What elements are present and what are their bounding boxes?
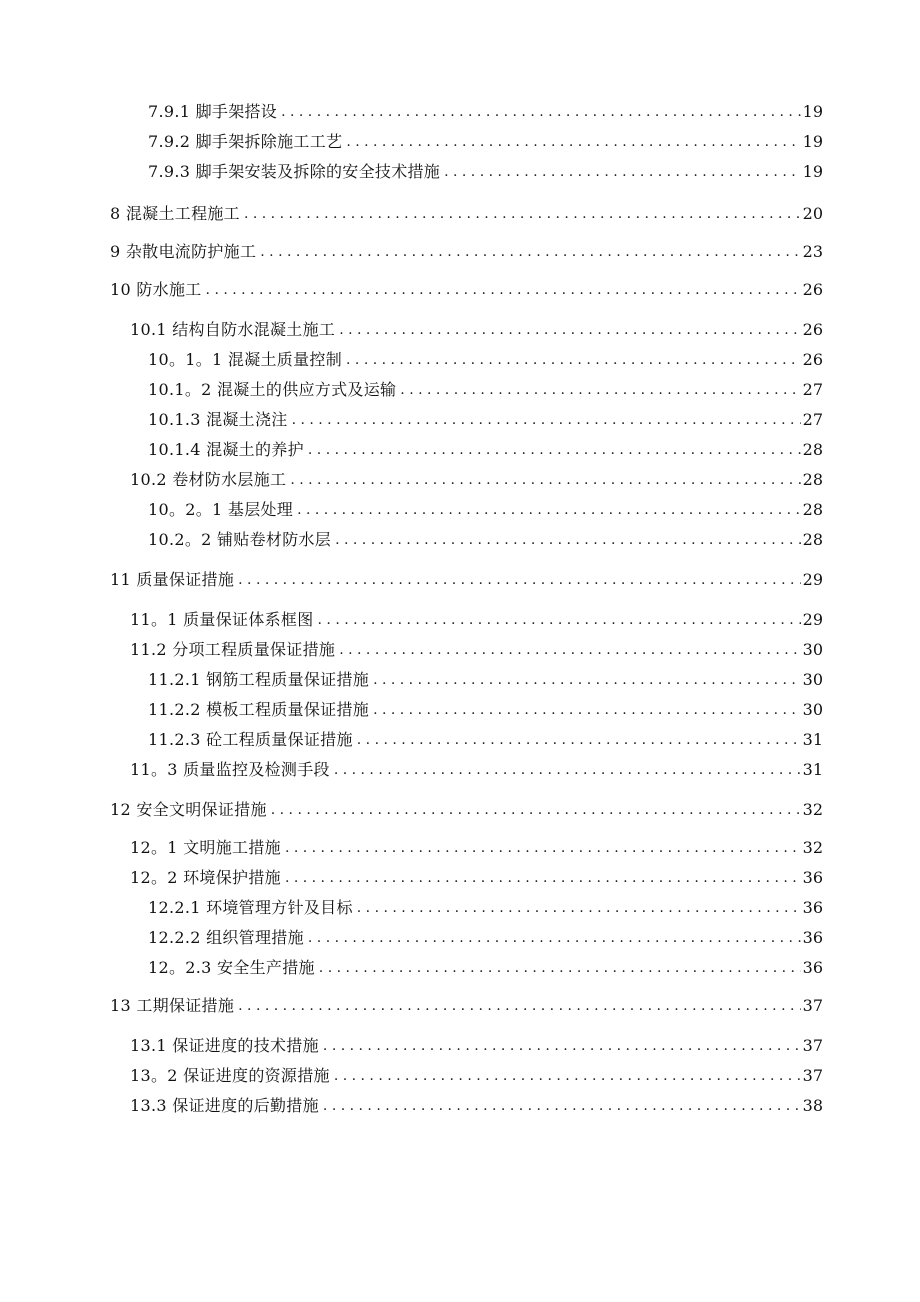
toc-entry[interactable] [148, 724, 823, 750]
toc-entry-label: 11.2.2 模板工程质量保证措施 [148, 700, 370, 719]
toc-dot-leader [373, 700, 801, 720]
toc-entry-page-number: 26 [802, 320, 823, 339]
toc-dot-leader [308, 440, 801, 460]
toc-entry-label: 12 安全文明保证措施 [110, 800, 267, 819]
toc-entry-page-number: 26 [802, 280, 823, 299]
toc-entry-label: 11.2.1 钢筋工程质量保证措施 [148, 670, 370, 689]
toc-entry[interactable] [130, 832, 823, 858]
toc-entry-label: 11.2.3 砼工程质量保证措施 [148, 730, 353, 749]
toc-entry-page-number: 36 [802, 928, 823, 947]
toc-entry-label: 7.9.3 脚手架安装及拆除的安全技术措施 [148, 162, 441, 181]
toc-entry[interactable] [148, 434, 823, 460]
toc-dot-leader [206, 280, 801, 300]
toc-dot-leader [285, 838, 801, 858]
toc-entry-page-number: 29 [802, 610, 823, 629]
toc-entry-page-number: 32 [802, 800, 823, 819]
toc-dot-leader [400, 380, 800, 400]
toc-dot-leader [346, 132, 800, 152]
toc-dot-leader [319, 958, 801, 978]
toc-entry[interactable] [110, 198, 823, 224]
toc-entry[interactable] [148, 344, 823, 370]
toc-entry[interactable] [148, 892, 823, 918]
toc-entry[interactable] [130, 604, 823, 630]
toc-entry[interactable] [110, 564, 823, 590]
toc-dot-leader [238, 996, 800, 1016]
toc-entry-label: 10.1 结构自防水混凝土施工 [130, 320, 336, 339]
toc-dot-leader [339, 320, 800, 340]
toc-entry-label: 10。2。1 基层处理 [148, 500, 294, 519]
toc-entry-page-number: 37 [802, 996, 823, 1015]
toc-dot-leader [357, 730, 801, 750]
toc-entry-label: 10.2 卷材防水层施工 [130, 470, 287, 489]
toc-dot-leader [308, 928, 801, 948]
toc-entry[interactable] [130, 314, 823, 340]
toc-entry-label: 12。2.3 安全生产措施 [148, 958, 315, 977]
toc-dot-leader [244, 204, 801, 224]
toc-entry[interactable] [110, 236, 823, 262]
toc-entry[interactable] [148, 96, 823, 122]
toc-entry-label: 11.2 分项工程质量保证措施 [130, 640, 336, 659]
toc-entry-label: 12。2 环境保护措施 [130, 868, 281, 887]
toc-entry-label: 7.9.1 脚手架搭设 [148, 102, 278, 121]
toc-entry-page-number: 19 [802, 162, 823, 181]
toc-entry-page-number: 30 [802, 670, 823, 689]
toc-entry-label: 13 工期保证措施 [110, 996, 235, 1015]
toc-dot-leader [373, 670, 801, 690]
toc-dot-leader [290, 470, 800, 490]
toc-dot-leader [323, 1096, 801, 1116]
toc-entry-label: 13.1 保证进度的技术措施 [130, 1036, 319, 1055]
toc-entry-page-number: 28 [802, 470, 823, 489]
toc-dot-leader [444, 162, 801, 182]
toc-entry-page-number: 30 [802, 640, 823, 659]
toc-entry-page-number: 19 [802, 102, 823, 121]
toc-entry-page-number: 31 [802, 730, 823, 749]
toc-entry[interactable] [148, 126, 823, 152]
toc-entry[interactable] [130, 1030, 823, 1056]
toc-entry[interactable] [148, 664, 823, 690]
toc-entry-label: 11 质量保证措施 [110, 570, 235, 589]
toc-entry[interactable] [110, 990, 823, 1016]
toc-dot-leader [323, 1036, 801, 1056]
toc-entry[interactable] [148, 524, 823, 550]
toc-entry-page-number: 32 [802, 838, 823, 857]
toc-entry-page-number: 37 [802, 1066, 823, 1085]
toc-dot-leader [357, 898, 801, 918]
toc-entry[interactable] [130, 464, 823, 490]
toc-entry[interactable] [148, 494, 823, 520]
toc-entry-page-number: 31 [802, 760, 823, 779]
toc-entry-page-number: 19 [802, 132, 823, 151]
toc-entry-label: 10。1。1 混凝土质量控制 [148, 350, 343, 369]
toc-entry-page-number: 26 [802, 350, 823, 369]
toc-dot-leader [285, 868, 801, 888]
toc-entry-page-number: 28 [802, 530, 823, 549]
toc-entry-label: 12.2.1 环境管理方针及目标 [148, 898, 353, 917]
toc-entry-page-number: 30 [802, 700, 823, 719]
toc-entry-page-number: 36 [802, 868, 823, 887]
toc-dot-leader [281, 102, 801, 122]
toc-entry[interactable] [130, 862, 823, 888]
toc-entry-page-number: 37 [802, 1036, 823, 1055]
toc-entry-label: 9 杂散电流防护施工 [110, 242, 257, 261]
toc-entry-page-number: 36 [802, 958, 823, 977]
toc-dot-leader [335, 530, 801, 550]
toc-entry[interactable] [130, 1060, 823, 1086]
toc-dot-leader [318, 610, 801, 630]
toc-entry[interactable] [148, 694, 823, 720]
toc-entry-page-number: 28 [802, 500, 823, 519]
toc-dot-leader [297, 500, 801, 520]
toc-entry[interactable] [148, 404, 823, 430]
toc-entry-label: 7.9.2 脚手架拆除施工工艺 [148, 132, 343, 151]
toc-entry-label: 10.1.3 混凝土浇注 [148, 410, 288, 429]
toc-entry-page-number: 27 [802, 410, 823, 429]
toc-dot-leader [334, 760, 801, 780]
toc-entry-label: 12。1 文明施工措施 [130, 838, 281, 857]
toc-dot-leader [238, 570, 800, 590]
toc-entry-label: 10.1。2 混凝土的供应方式及运输 [148, 380, 397, 399]
toc-entry-label: 10.1.4 混凝土的养护 [148, 440, 304, 459]
toc-entry-label: 11。1 质量保证体系框图 [130, 610, 314, 629]
toc-entry-label: 13。2 保证进度的资源措施 [130, 1066, 330, 1085]
toc-entry-page-number: 27 [802, 380, 823, 399]
toc-entry[interactable] [148, 922, 823, 948]
toc-entry-page-number: 36 [802, 898, 823, 917]
toc-entry[interactable] [130, 634, 823, 660]
toc-entry-page-number: 23 [802, 242, 823, 261]
toc-dot-leader [334, 1066, 801, 1086]
toc-entry[interactable] [148, 156, 823, 182]
toc-entry-page-number: 29 [802, 570, 823, 589]
toc-dot-leader [346, 350, 801, 370]
toc-entry-page-number: 38 [802, 1096, 823, 1115]
toc-entry-label: 8 混凝土工程施工 [110, 204, 240, 223]
toc-dot-leader [260, 242, 800, 262]
toc-dot-leader [292, 410, 801, 430]
toc-entry-label: 10.2。2 铺贴卷材防水层 [148, 530, 332, 549]
toc-entry-page-number: 28 [802, 440, 823, 459]
toc-entry-label: 12.2.2 组织管理措施 [148, 928, 304, 947]
toc-entry[interactable] [148, 952, 823, 978]
toc-entry[interactable] [110, 794, 823, 820]
toc-dot-leader [339, 640, 800, 660]
toc-entry-page-number: 20 [802, 204, 823, 223]
toc-entry[interactable] [110, 274, 823, 300]
toc-entry-label: 10 防水施工 [110, 280, 202, 299]
toc-entry-label: 11。3 质量监控及检测手段 [130, 760, 330, 779]
toc-entry[interactable] [130, 1090, 823, 1116]
toc-entry-label: 13.3 保证进度的后勤措施 [130, 1096, 319, 1115]
toc-entry[interactable] [148, 374, 823, 400]
toc-dot-leader [271, 800, 801, 820]
toc-entry[interactable] [130, 754, 823, 780]
